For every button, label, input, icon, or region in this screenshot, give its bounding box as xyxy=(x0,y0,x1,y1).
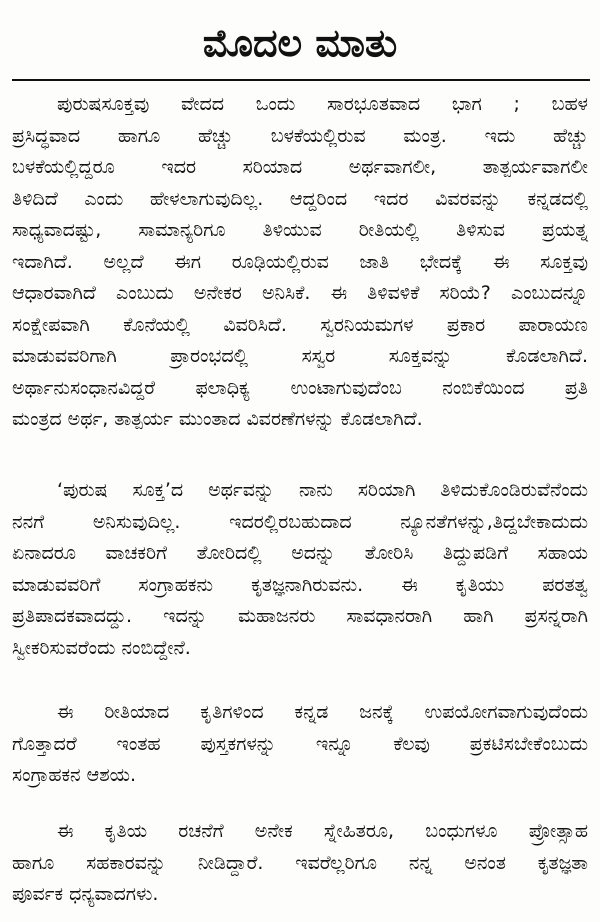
paragraph-2 xyxy=(12,475,588,664)
text-line: ಸ್ವೀಕರಿಸುವರೆಂದು ನಂಬಿದ್ದೇನೆ. xyxy=(12,636,191,659)
paragraph-3 xyxy=(12,697,588,792)
text-line: ಮಾಡುವವರಿಗೆ ಸಂಗ್ರಾಹಕನು ಕೃತಜ್ಞನಾಗಿರುವನು. ಈ ಕೃತಿಯು ಪರತತ್ವ xyxy=(12,573,588,596)
text-line: ಸಾಧ್ಯವಾದಷ್ಟು, ಸಾಮಾನ್ಯರಿಗೂ ತಿಳಿಯುವ ರೀತಿಯಲ್ಲಿ ತಿಳಿಸುವ ಪ್ರಯತ್ನ xyxy=(12,219,588,241)
paragraph-1 xyxy=(12,89,588,436)
text-line: ಬಳಕೆಯಲ್ಲಿದ್ದರೂ ಇದರ ಸರಿಯಾದ ಅರ್ಥವಾಗಲೀ, ತಾತ್ಪರ್ಯವಾಗಲೀ xyxy=(12,156,588,178)
text-line: ಏನಾದರೂ ವಾಚಕರಿಗೆ ತೋರಿದಲ್ಲಿ ಅದನ್ನು ತೋರಿಸಿ ತಿದ್ದುಪಡಿಗೆ ಸಹಾಯ xyxy=(12,542,588,564)
text-line: ಅರ್ಥಾನುಸಂಧಾನವಿದ್ದರೆ ಫಲಾಧಿಕ್ಯ ಉಂಟಾಗುವುದೆಂಬ ನಂಬಿಕೆಯಿಂದ ಪ್ರತಿ xyxy=(12,376,588,399)
text-line: ಸಂಕ್ಷೇಪವಾಗಿ ಕೊನೆಯಲ್ಲಿ ವಿವರಿಸಿದೆ. ಸ್ವರನಿಯಮಗಳ ಪ್ರಕಾರ ಪಾರಾಯಣ xyxy=(12,313,588,336)
text-line: ಸಂಗ್ರಾಹಕನ ಆಶಯ. xyxy=(12,764,136,786)
text-line: ಪ್ರಸಿದ್ಧವಾದ ಹಾಗೂ ಹೆಚ್ಚು ಬಳಕೆಯಲ್ಲಿರುವ ಮಂತ್ರ. ಇದು ಹೆಚ್ಚು xyxy=(12,124,588,147)
text-line: ಆಧಾರವಾಗಿದೆ ಎಂಬುದು ಅನೇಕರ ಅನಿಸಿಕೆ. ಈ ತಿಳಿವಳಿಕೆ ಸರಿಯೆ? ಎಂಬುದನ್ನೂ xyxy=(12,282,588,304)
title-rule xyxy=(12,79,590,81)
text-line: ನನಗೆ ಅನಿಸುವುದಿಲ್ಲ. ಇದರಲ್ಲಿರಬಹುದಾದ ನ್ಯೂನತೆಗಳನ್ನು,ತಿದ್ದಬೇಕಾದುದು xyxy=(12,510,588,533)
page-title: ಮೊದಲ ಮಾತು xyxy=(202,21,398,65)
text-line: ಈ ರೀತಿಯಾದ ಕೃತಿಗಳಿಂದ ಕನ್ನಡ ಜನಕ್ಕೆ ಉಪಯೋಗವಾಗುವುದೆಂದು xyxy=(57,701,588,723)
text-line: ಗೊತ್ತಾದರೆ ಇಂತಹ ಪುಸ್ತಕಗಳನ್ನು ಇನ್ನೂ ಕೆಲವು ಪ್ರಕಟಿಸಬೇಕೆಂಬುದು xyxy=(12,732,588,755)
text-line: ಮಾಡುವವರಿಗಾಗಿ ಪ್ರಾರಂಭದಲ್ಲಿ ಸಸ್ವರ ಸೂಕ್ತವನ್ನು ಕೊಡಲಾಗಿದೆ. xyxy=(12,345,588,367)
text-line: ತಿಳಿದಿದೆ ಎಂದು ಹೇಳಲಾಗುವುದಿಲ್ಲ. ಆದ್ದರಿಂದ ಇದರ ವಿವರವನ್ನು ಕನ್ನಡದಲ್ಲಿ xyxy=(12,187,588,210)
text-line: ‘ಪುರುಷ ಸೂಕ್ತ’ದ ಅರ್ಥವನ್ನು ನಾನು ಸರಿಯಾಗಿ ತಿಳಿದುಕೊಂಡಿರುವೆನೆಂದು xyxy=(57,479,588,501)
paragraph-4 xyxy=(12,816,588,911)
text-line: ಪ್ರತಿಪಾದಕವಾದದ್ದು. ಇದನ್ನು ಮಹಾಜನರು ಸಾವಧಾನರಾಗಿ ಹಾಗಿ ಪ್ರಸನ್ನರಾಗಿ xyxy=(12,605,588,627)
text-line: ಮಂತ್ರದ ಅರ್ಥ, ತಾತ್ಪರ್ಯ ಮುಂತಾದ ವಿವರಣೆಗಳನ್ನು ಕೊಡಲಾಗಿದೆ. xyxy=(12,408,423,430)
text-line: ಹಾಗೂ ಸಹಕಾರವನ್ನು ನೀಡಿದ್ದಾರೆ. ಇವರೆಲ್ಲರಿಗೂ ನನ್ನ ಅನಂತ ಕೃತಜ್ಞತಾ xyxy=(12,851,588,874)
text-line: ಇದಾಗಿದೆ. ಅಲ್ಲದೆ ಈಗ ರೂಢಿಯಲ್ಲಿರುವ ಜಾತಿ ಭೇದಕ್ಕೆ ಈ ಸೂಕ್ತವು xyxy=(12,250,588,273)
text-line: ಪುರುಷಸೂಕ್ತವು ವೇದದ ಒಂದು ಸಾರಭೂತವಾದ ಭಾಗ ; ಬಹಳ xyxy=(57,93,588,115)
text-line: ಪೂರ್ವಕ ಧನ್ಯವಾದಗಳು. xyxy=(12,883,159,905)
text-line: ಈ ಕೃತಿಯ ರಚನೆಗೆ ಅನೇಕ ಸ್ನೇಹಿತರೂ, ಬಂಧುಗಳೂ ಪ್ರೋತ್ಸಾಹ xyxy=(57,820,588,842)
